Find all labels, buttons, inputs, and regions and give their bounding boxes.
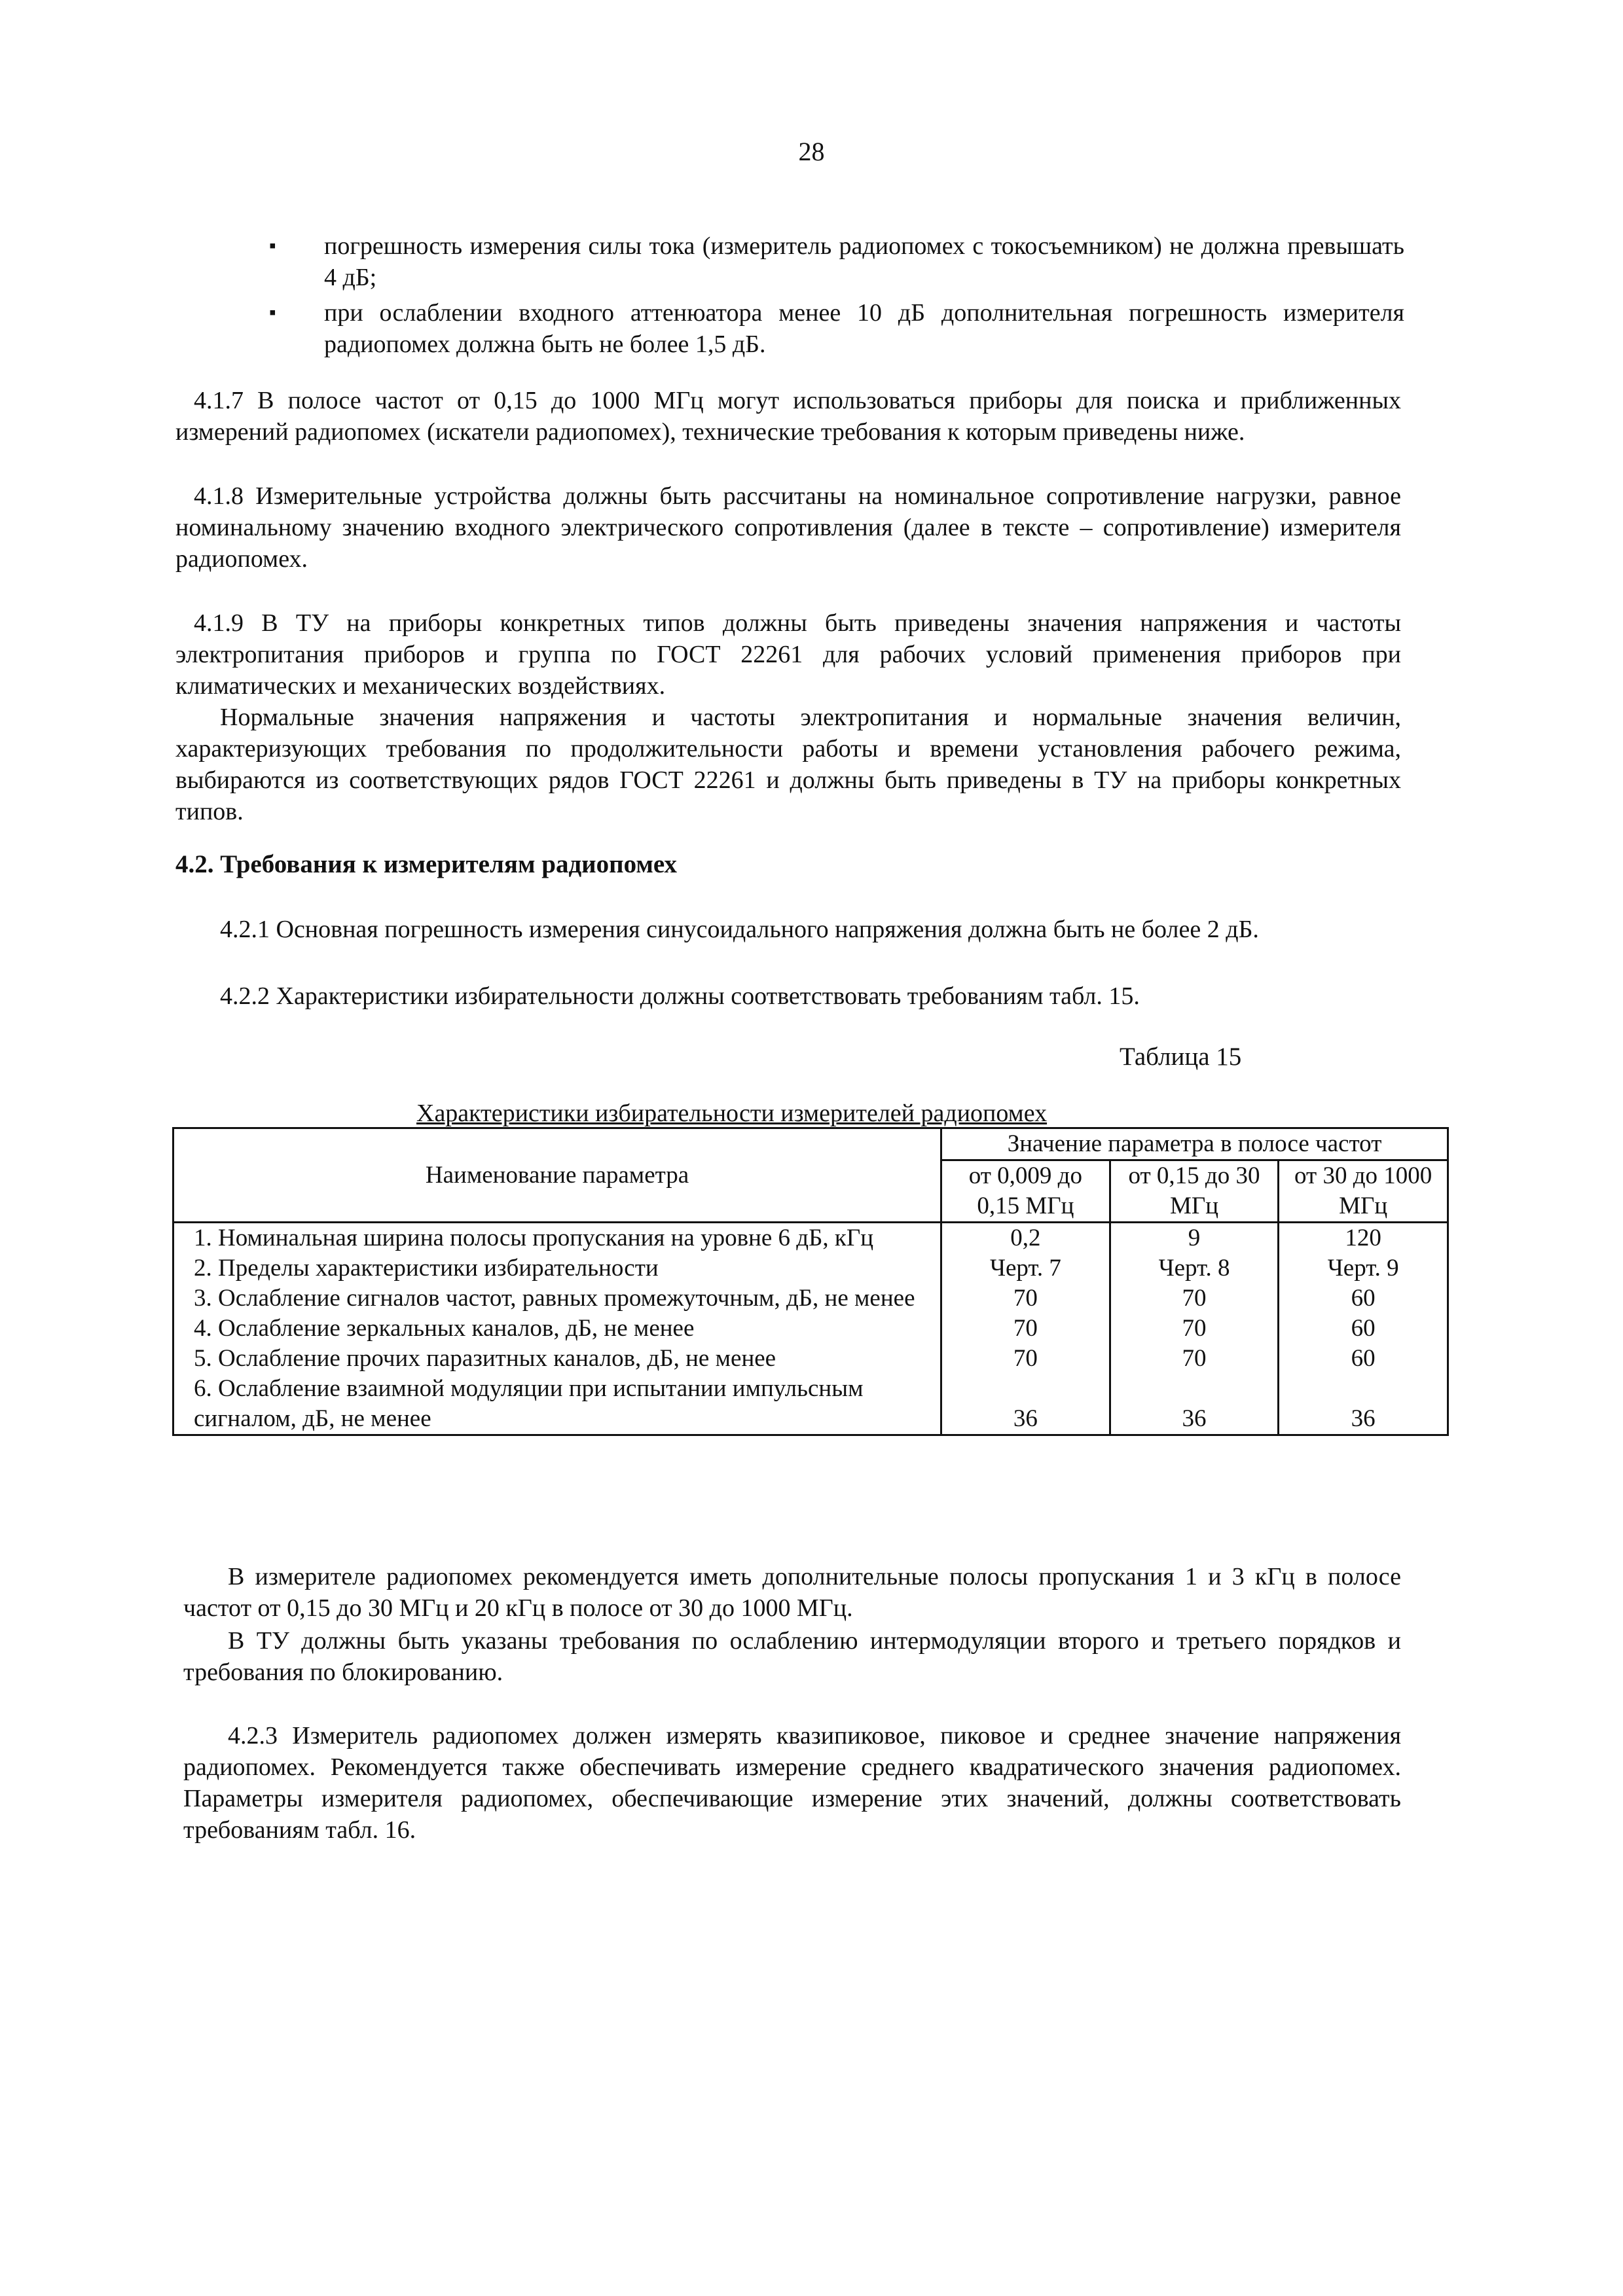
list-item [265, 230, 1404, 293]
paragraph-intermodulation: В ТУ должны быть указаны требования по ослаблению интермодуляции второго и третьего порядков и требования по блокированию. [183, 1627, 1401, 1686]
table-row [173, 1344, 1448, 1374]
row-name: 1. Номинальная ширина полосы пропускания на уровне 6 дБ, кГц [173, 1223, 941, 1254]
cell-value: 70 [1110, 1314, 1279, 1344]
paragraph-extra-bands: В измерителе радиопомех рекомендуется иметь дополнительные полосы пропускания 1 и 3 кГц в полосе частот от 0,15 до 30 МГц и 20 кГц в полосе от 30 до 1000 МГц. [183, 1563, 1401, 1622]
cell-value: Черт. 7 [941, 1253, 1110, 1283]
cell-value: 70 [1110, 1283, 1279, 1314]
selectivity-table [172, 1127, 1449, 1436]
paragraph-4-2-2: 4.2.2 Характеристики избирательности должны соответствовать требованиям табл. 15. [220, 982, 1140, 1010]
row-name: 6. Ослабление взаимной модуляции при испытании импульсным сигналом, дБ, не менее [173, 1374, 941, 1435]
paragraph-4-2-1: 4.2.1 Основная погрешность измерения синусоидального напряжения должна быть не более 2 дБ. [220, 916, 1259, 943]
cell-value: 70 [1110, 1344, 1279, 1374]
paragraph-4-1-8: 4.1.8 Измерительные устройства должны быть рассчитаны на номинальное сопротивление нагрузки, равное номинальному значению входного электрического сопротивления (далее в тексте – сопротивление) измерителя радиопомех. [175, 482, 1401, 573]
table-row [173, 1223, 1448, 1254]
bullet-icon: ▪ [269, 302, 276, 323]
bullet-icon: ▪ [269, 235, 276, 257]
cell-value: Черт. 8 [1110, 1253, 1279, 1283]
cell-value: 36 [941, 1374, 1110, 1435]
row-name: 5. Ослабление прочих паразитных каналов, дБ, не менее [173, 1344, 941, 1374]
list-item [265, 297, 1404, 360]
row-name: 4. Ослабление зеркальных каналов, дБ, не менее [173, 1314, 941, 1344]
cell-value: 60 [1279, 1314, 1448, 1344]
row-name: 2. Пределы характеристики избирательности [173, 1253, 941, 1283]
section-heading-4-2: 4.2. Требования к измерителям радиопомех [175, 850, 677, 878]
cell-value: 70 [941, 1283, 1110, 1314]
header-col: от 0,009 до 0,15 МГц [941, 1160, 1110, 1223]
header-col: от 0,15 до 30 МГц [1110, 1160, 1279, 1223]
table-title: Характеристики избирательности измерителей радиопомех [416, 1100, 1048, 1127]
cell-value: 36 [1279, 1374, 1448, 1435]
list-item-text: при ослаблении входного аттенюатора менее 10 дБ дополнительная погрешность измерителя радиопомех должна быть не более 1,5 дБ. [324, 299, 1404, 358]
table-row [173, 1314, 1448, 1344]
table-row [173, 1374, 1448, 1435]
table-row [173, 1283, 1448, 1314]
list-item-text: погрешность измерения силы тока (измеритель радиопомех с токосъемником) не должна превышать 4 дБ; [324, 232, 1404, 291]
page-number: 28 [798, 137, 825, 166]
cell-value: 0,2 [941, 1223, 1110, 1254]
paragraph-4-1-9: 4.1.9 В ТУ на приборы конкретных типов должны быть приведены значения напряжения и частоты электропитания приборов и группа по ГОСТ 22261 для рабочих условий применения приборов при климатических и механических воздействиях. [175, 609, 1401, 700]
table-row [173, 1253, 1448, 1283]
table-caption: Таблица 15 [1120, 1043, 1242, 1071]
header-col: от 30 до 1000 МГц [1279, 1160, 1448, 1223]
cell-value: 9 [1110, 1223, 1279, 1254]
paragraph-4-1-7: 4.1.7 В полосе частот от 0,15 до 1000 МГц могут использоваться приборы для поиска и приближенных измерений радиопомех (искатели радиопомех), технические требования к которым приведены ниже. [175, 387, 1401, 446]
paragraph-normal-values: Нормальные значения напряжения и частоты электропитания и нормальные значения величин, характеризующих требования по продолжительности работы и времени установления рабочего режима, выбираются из соответствующих рядов ГОСТ 22261 и должны быть приведены в ТУ на приборы конкретных типов. [175, 704, 1401, 825]
cell-value: 36 [1110, 1374, 1279, 1435]
cell-value: 120 [1279, 1223, 1448, 1254]
bullet-list [265, 230, 1404, 364]
cell-value: 60 [1279, 1344, 1448, 1374]
cell-value: 60 [1279, 1283, 1448, 1314]
cell-value: 70 [941, 1314, 1110, 1344]
cell-value: Черт. 9 [1279, 1253, 1448, 1283]
header-group: Значение параметра в полосе частот [941, 1128, 1448, 1160]
paragraph-4-2-3: 4.2.3 Измеритель радиопомех должен измерять квазипиковое, пиковое и среднее значение напряжения радиопомех. Рекомендуется также обеспечивать измерение среднего квадратического значения радиопомех. Параметры измерителя радиопомех, обеспечивающие измерение этих значений, должны соответствовать требованиям табл. 16. [183, 1722, 1401, 1844]
cell-value: 70 [941, 1344, 1110, 1374]
row-name: 3. Ослабление сигналов частот, равных промежуточным, дБ, не менее [173, 1283, 941, 1314]
header-param: Наименование параметра [173, 1128, 941, 1223]
